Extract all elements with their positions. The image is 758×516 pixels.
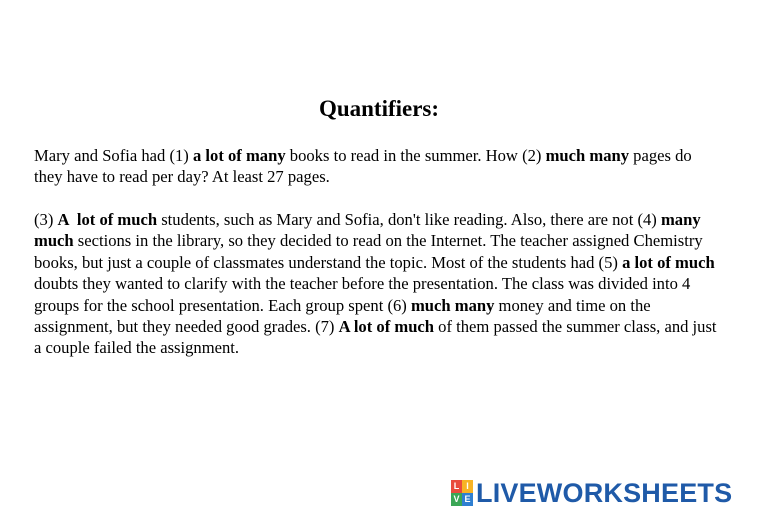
text-segment: doubts they wanted to clarify with the teacher before the presentation. The class was divided into 4 groups for the school presentation. Each group spent (6) (34, 274, 691, 315)
paragraph-1 (34, 145, 724, 188)
logo-letter-l: L (451, 480, 462, 493)
logo-letter-i: I (462, 480, 473, 493)
logo-letter-v: V (451, 493, 462, 506)
answer-choice-1[interactable]: a lot of many (192, 146, 286, 165)
text-segment: sections in the library, so they decided to read on the Internet. The teacher assigned Chemistry books, but just a couple of classmates understand the topic. Most of the students had (5) (34, 231, 703, 272)
answer-choice-3[interactable]: A lot of much (57, 210, 158, 229)
answer-choice-4[interactable]: many much (34, 210, 701, 251)
text-segment: pages do they have to read per day? At least 27 pages. (34, 146, 692, 187)
text-segment: of them passed the summer class, and just a couple failed the assignment. (34, 317, 717, 358)
answer-choice-2[interactable]: much many (545, 146, 630, 165)
text-segment: Mary and Sofia had (1) (34, 146, 193, 165)
text-segment: students, such as Mary and Sofia, don't like reading. Also, there are not (4) (157, 210, 661, 229)
live-logo-icon (451, 480, 473, 506)
answer-choice-6[interactable]: much many (410, 295, 495, 315)
worksheet-title: Quantifiers: (318, 96, 440, 121)
logo-letter-e: E (462, 493, 473, 506)
logo-wordmark: LIVEWORKSHEETS (476, 478, 733, 508)
answer-choice-7[interactable]: A lot of much (338, 317, 435, 337)
text-segment: books to read in the summer. How (2) (285, 146, 546, 165)
answer-choice-5[interactable]: a lot of much (622, 252, 715, 272)
text-segment: money and time on the assignment, but they needed good grades. (7) (34, 295, 651, 337)
paragraph-2 (34, 209, 724, 359)
liveworksheets-logo (451, 478, 732, 508)
text-segment: (3) (34, 210, 58, 229)
